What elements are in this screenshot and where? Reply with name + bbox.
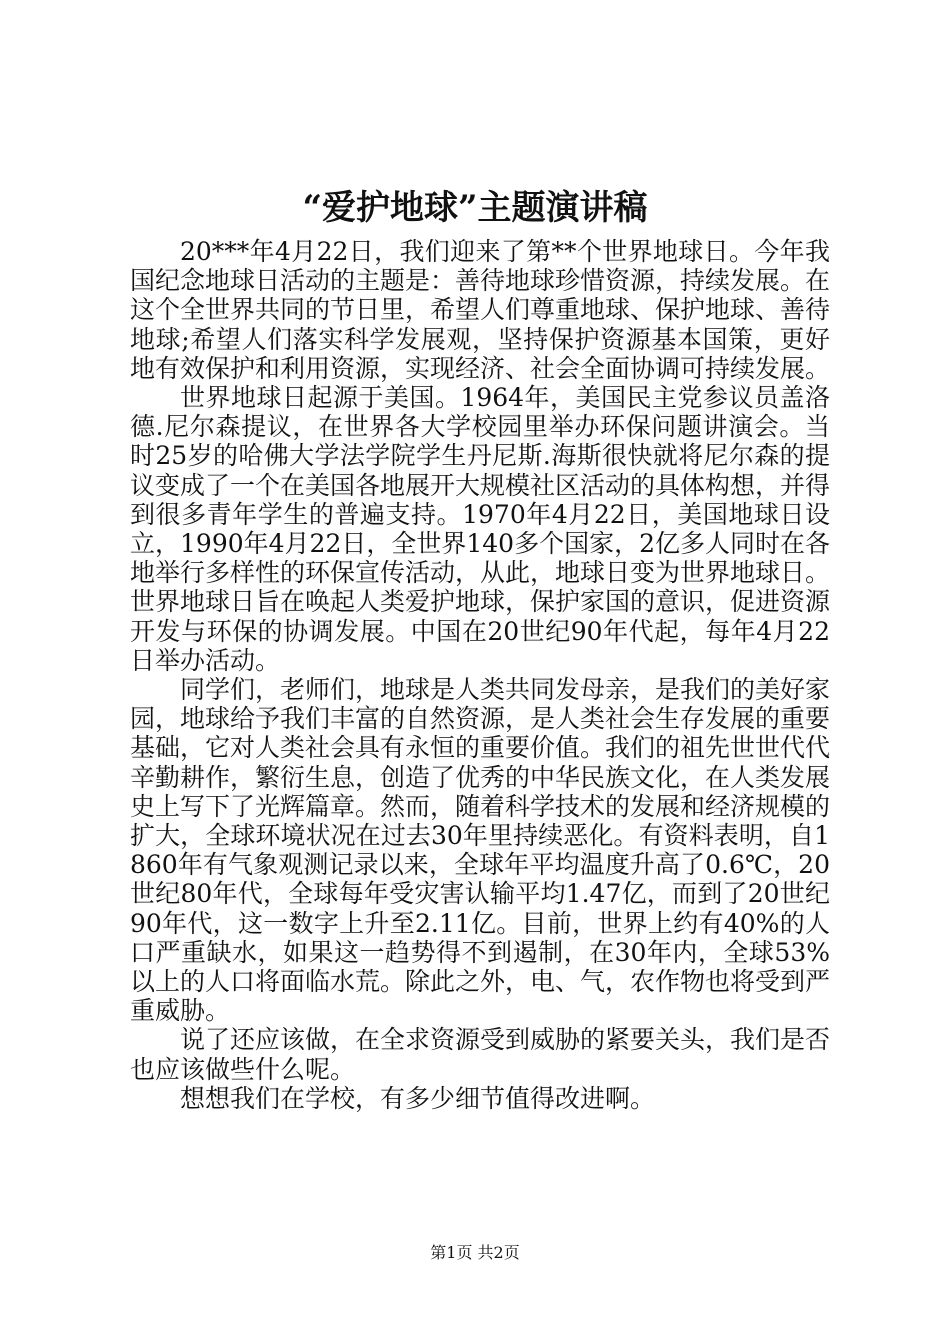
document-body	[130, 237, 830, 1113]
paragraph: 世界地球日起源于美国。1964年，美国民主党参议员盖洛德.尼尔森提议，在世界各大学校园里举办环保问题讲演会。当时25岁的哈佛大学法学院学生丹尼斯.海斯很快就将尼尔森的提议变成了一个在美国各地展开大规模社区活动的具体构想，并得到很多青年学生的普遍支持。1970年4月22日，美国地球日设立，1990年4月22日，全世界140多个国家，2亿多人同时在各地举行多样性的环保宣传活动，从此，地球日变为世界地球日。世界地球日旨在唤起人类爱护地球，保护家国的意识，促进资源开发与环保的协调发展。中国在20世纪90年代起，每年4月22日举办活动。	[130, 383, 831, 675]
document-title: “爱护地球”主题演讲稿	[302, 188, 648, 228]
paragraph: 同学们，老师们，地球是人类共同发母亲，是我们的美好家园，地球给予我们丰富的自然资源，是人类社会生存发展的重要基础，它对人类社会具有永恒的重要价值。我们的祖先世世代代辛勤耕作，繁衍生息，创造了优秀的中华民族文化，在人类发展史上写下了光辉篇章。然而，随着科学技术的发展和经济规模的扩大，全球环境状况在过去30年里持续恶化。有资料表明，自1860年有气象观测记录以来，全球年平均温度升高了0.6℃，20世纪80年代，全球每年受灾害认输平均1.47亿，而到了20世纪90年代，这一数字上升至2.11亿。目前，世界上约有40%的人口严重缺水，如果这一趋势得不到遏制，在30年内，全球53%以上的人口将面临水荒。除此之外，电、气，农作物也将受到严重威胁。	[130, 675, 831, 1026]
page-number-footer: 第1页 共2页	[430, 1243, 520, 1262]
paragraph: 说了还应该做，在全求资源受到威胁的紧要关头，我们是否也应该做些什么呢。	[130, 1025, 831, 1084]
paragraph: 想想我们在学校，有多少细节值得改进啊。	[180, 1083, 656, 1113]
paragraph: 20***年4月22日，我们迎来了第**个世界地球日。今年我国纪念地球日活动的主题是：善待地球珍惜资源，持续发展。在这个全世界共同的节日里，希望人们尊重地球、保护地球、善待地球;希望人们落实科学发展观，坚持保护资源基本国策，更好地有效保护和利用资源，实现经济、社会全面协调可持续发展。	[130, 237, 831, 383]
